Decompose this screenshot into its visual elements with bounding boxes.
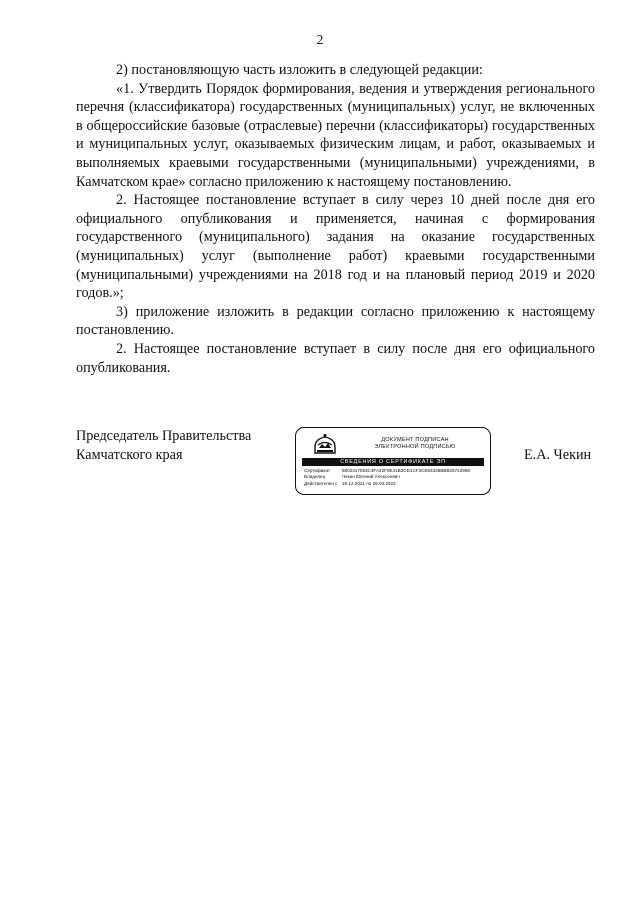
stamp-row-value: Чекин Евгений Алексеевич [342,474,400,480]
stamp-row-label: Сертификат [304,468,331,473]
paragraph: 2. Настоящее постановление вступает в силу через 10 дней после дня его официального опубликования и применяется, начиная с формирования государственного (муниципального) задания на оказание государственных (муниципальных) услуг (выполнение работ) краевыми государственными (муниципальными) учреждениями на 2018 год и на плановый период 2019 и 2020 годов.»; [76,192,595,302]
stamp-heading-line: ДОКУМЕНТ ПОДПИСАН [381,437,449,443]
document-body [76,61,595,377]
paragraph: 2) постановляющую часть изложить в следующей редакции: [116,62,483,78]
coat-of-arms-icon [312,433,338,455]
stamp-row [304,481,486,487]
paragraph: 2. Настоящее постановление вступает в силу после дня его официального опубликования. [76,340,595,376]
signatory-title-line: Председатель Правительства [76,428,252,444]
stamp-row-label: Действителен с [304,480,338,486]
stamp-row-label: Владелец [304,474,326,480]
signatory-name: Е.А. Чекин [524,447,592,463]
electronic-signature-stamp [295,427,491,495]
stamp-row-value: 29.12.2021 по 29.03.2023 [342,480,396,486]
page-number: 2 [316,32,324,47]
signatory-title [76,427,251,464]
paragraph: «1. Утвердить Порядок формирования, ведения и утверждения регионального перечня (классификатора) государственных (муниципальных) услуг, не включенных в общероссийские базовые (отраслевые) перечни (классификаторы) государственных и муниципальных услуг, оказываемых физическим лицам, и работ, оказываемых и выполняемых краевыми государственными (муниципальными) учреждениями, в Камчатском крае» согласно приложению к настоящему постановлению. [76,80,595,190]
stamp-row-value: 5802417053C4FA22F9E41B2CD1CF2CE64328BBB25722988 [342,468,470,473]
stamp-bar: СВЕДЕНИЯ О СЕРТИФИКАТЕ ЭП [302,458,484,466]
stamp-details [304,468,486,487]
signatory-title-line: Камчатского края [76,446,183,463]
stamp-heading [352,437,478,450]
stamp-heading-line: ЭЛЕКТРОННОЙ ПОДПИСЬЮ [374,443,456,450]
paragraph: 3) приложение изложить в редакции согласно приложению к настоящему постановлению. [76,303,595,339]
